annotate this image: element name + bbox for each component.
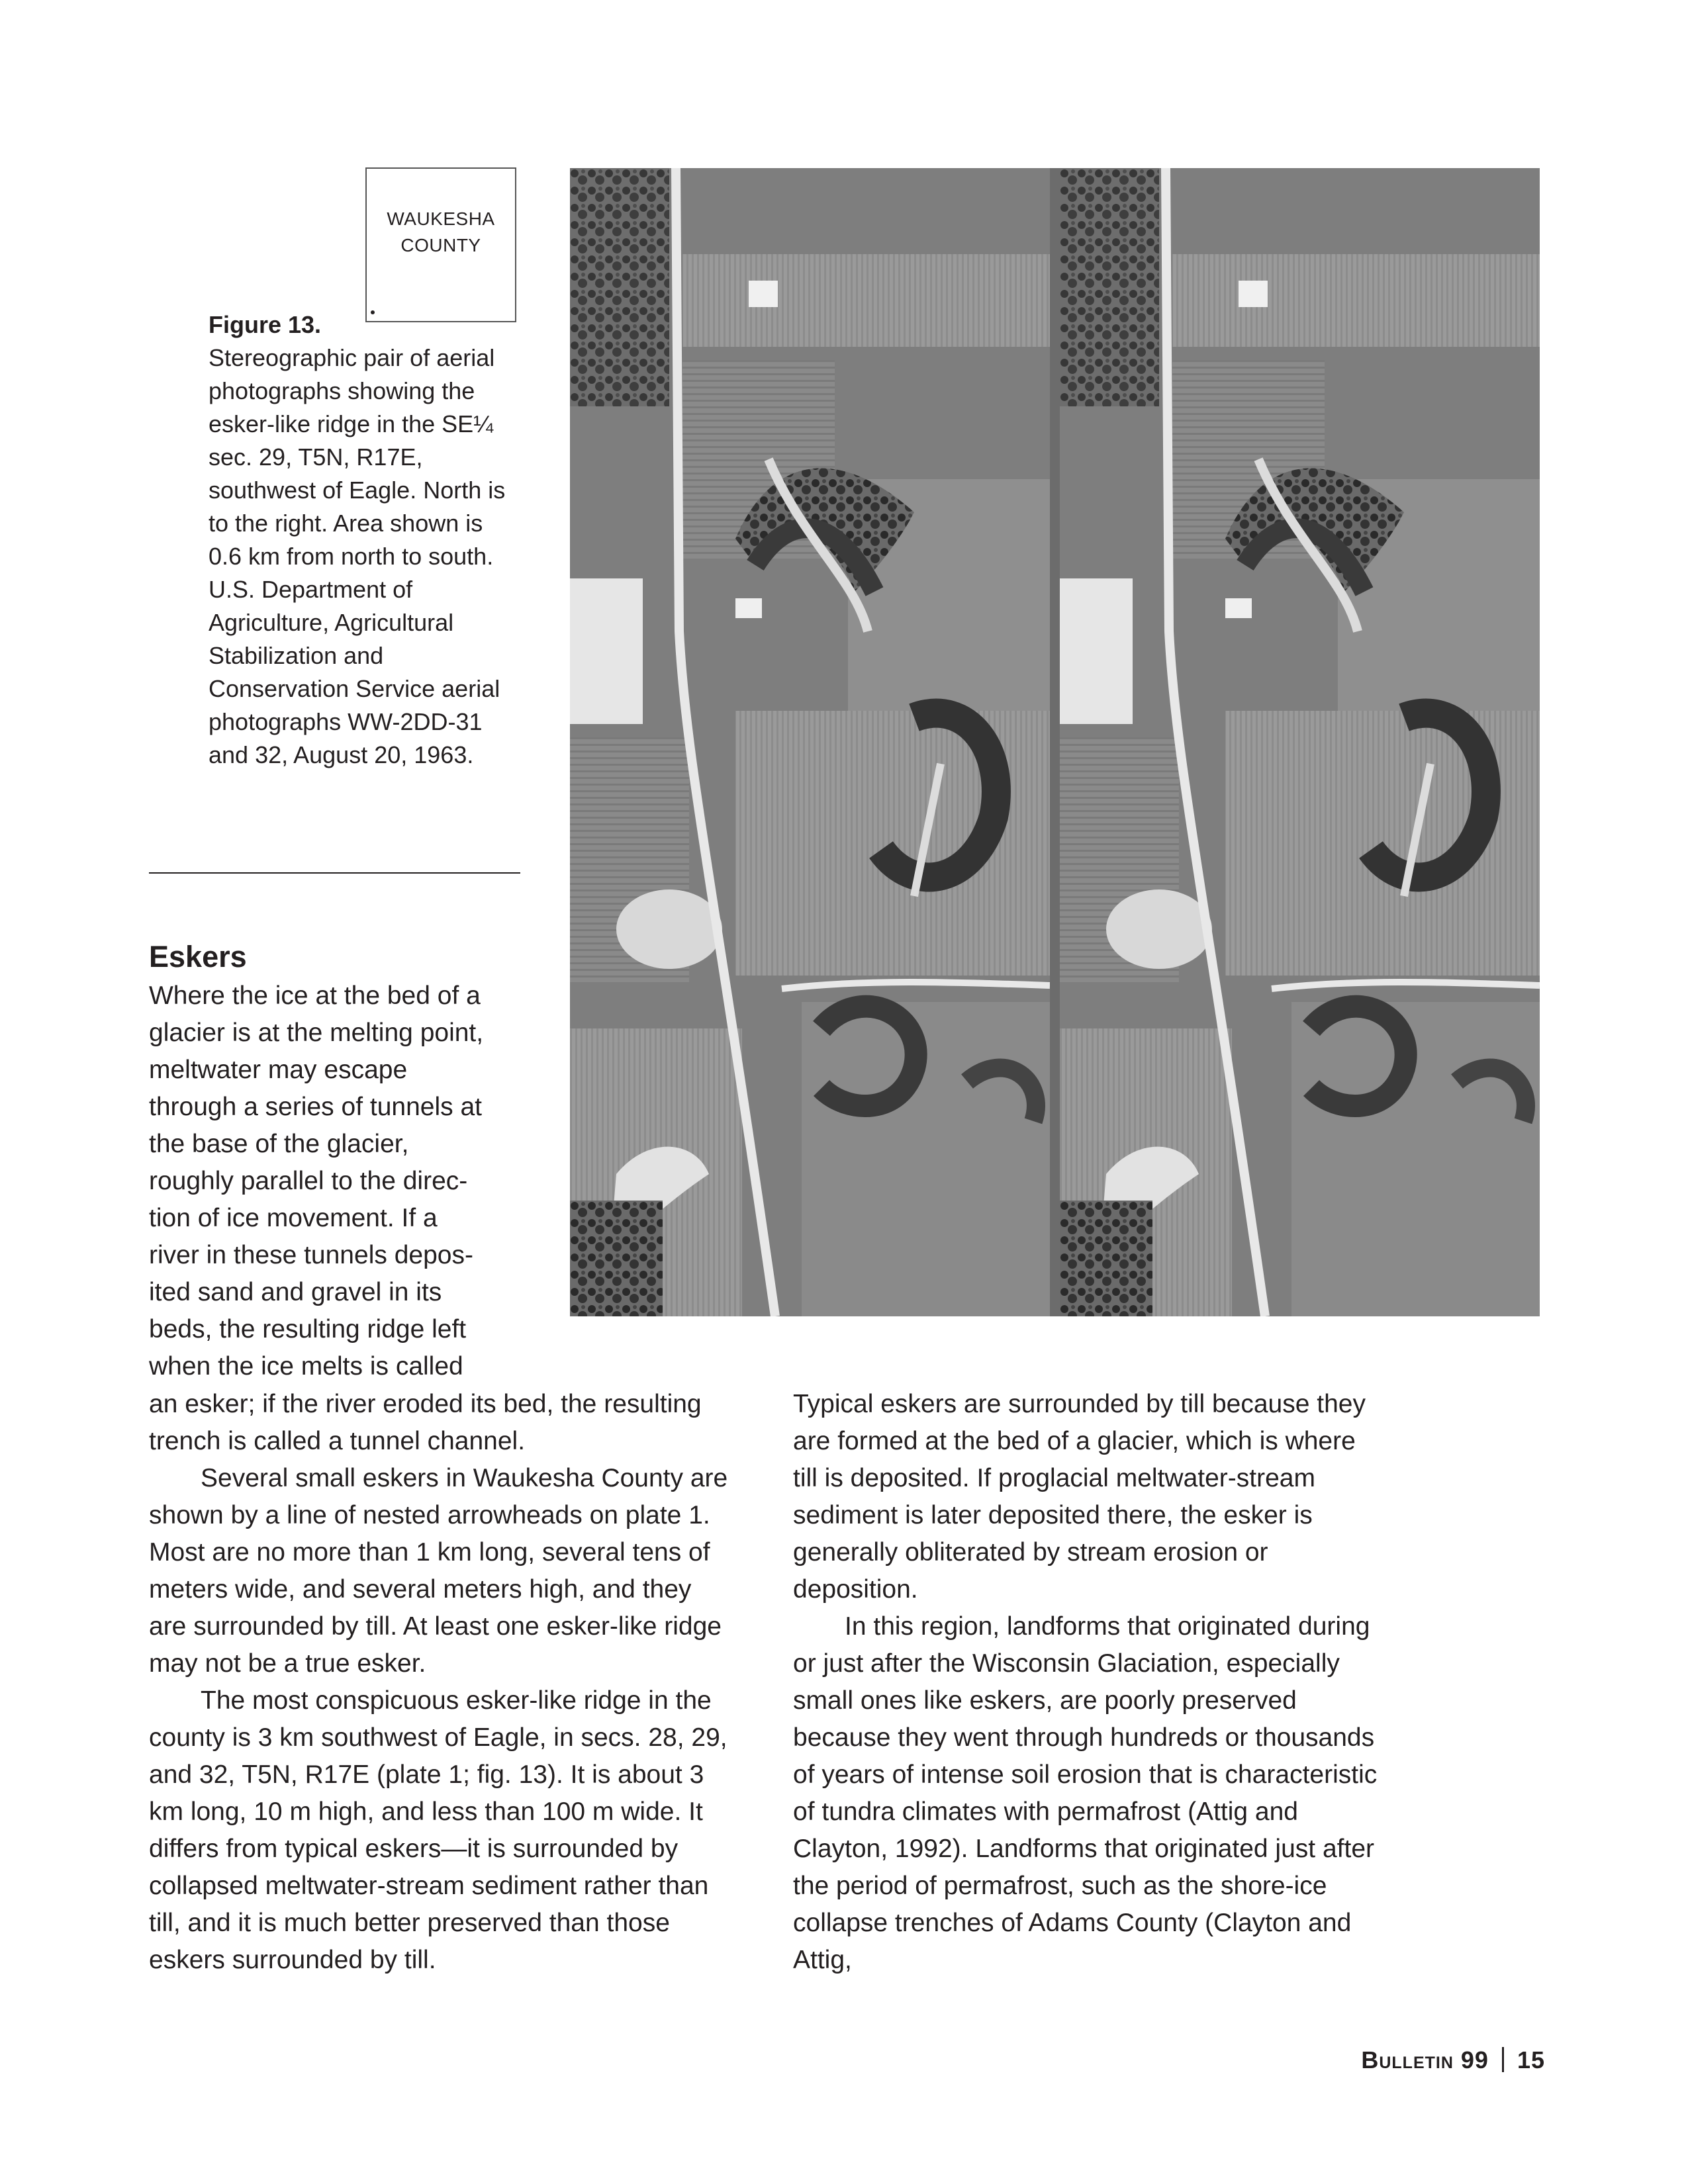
figure-caption-text: Stereographic pair of aerial photographs showing the esker-like ridge in the SE¼ sec. 29, T5N, R17E, southwest of Eagle. North is to the right. Area shown is 0.6 km from north to south. U.S. Department of Agriculture, Agricultural Stabilization and Conservation Service aerial photographs WW-2DD-31 and 32, August 20, 1963. [209,344,506,768]
text-line: roughly parallel to the direc- [149,1167,468,1195]
paragraph: In this region, landforms that originated during or just after the Wisconsin Glaciation, especially small ones like eskers, are poorly preserved because they went through hundreds or thousands of years of intense soil erosion that is characteristic of tundra climates with permafrost (Attig and Clayton, 1992). Landforms that originated just after the period of permafrost, such as the shore-ice collapse trenches of Adams County (Clayton and Attig, [793,1612,1378,1974]
page-footer [1361,2046,1545,2074]
intro-paragraph-lines [149,978,520,1385]
footer-separator [1502,2047,1504,2072]
paragraph: Typical eskers are surrounded by till because they are formed at the bed of a glacier, which is where till is deposited. If proglacial meltwater-stream sediment is later deposited there, the esker is generally obliterated by stream erosion or deposition. [793,1390,1366,1604]
caption-divider [149,872,520,874]
figure-label: Figure 13. [209,311,322,338]
left-column [149,1386,735,1979]
text-line: when the ice melts is called [149,1352,463,1381]
text-line: tion of ice movement. If a [149,1204,438,1232]
aerial-photo-left [570,168,1050,1316]
text-line: glacier is at the melting point, [149,1019,484,1047]
section-heading: Eskers [149,940,247,974]
paragraph: Several small eskers in Waukesha County are shown by a line of nested arrowheads on plate 1. Most are no more than 1 km long, several tens of meters wide, and several meters high, and they are surrounded by till. At least one esker-like ridge may not be a true esker. [149,1464,728,1678]
text-line: ited sand and gravel in its [149,1278,442,1306]
figure-caption [209,308,520,772]
text-line: beds, the resulting ridge left [149,1315,467,1343]
paragraph: The most conspicuous esker-like ridge in the county is 3 km southwest of Eagle, in secs. 28, 29, and 32, T5N, R17E (plate 1; fig. 13). It is about 3 km long, 10 m high, and less than 100 m wide. It differs from typical eskers—it is surrounded by collapsed meltwater-stream sediment rather than till, and it is much better preserved than those eskers surrounded by till. [149,1686,727,1974]
paragraph: an esker; if the river eroded its bed, the resulting trench is called a tunnel channel. [149,1390,702,1455]
publication-name: Bulletin [1361,2046,1454,2073]
locator-label-line2: COUNTY [400,235,481,255]
text-line: river in these tunnels depos- [149,1241,473,1269]
county-locator-map [365,167,516,322]
aerial-photo-right [1060,168,1540,1316]
right-column [793,1386,1382,1979]
text-line: through a series of tunnels at [149,1093,482,1121]
text-line: meltwater may escape [149,1056,408,1084]
page-number: 15 [1517,2046,1545,2073]
publication-number: 99 [1460,2046,1489,2073]
stereo-aerial-photo-pair [570,168,1540,1316]
text-line: the base of the glacier, [149,1130,409,1158]
locator-label-line1: WAUKESHA [387,208,495,229]
locator-label [367,206,515,259]
text-line: Where the ice at the bed of a [149,981,481,1010]
